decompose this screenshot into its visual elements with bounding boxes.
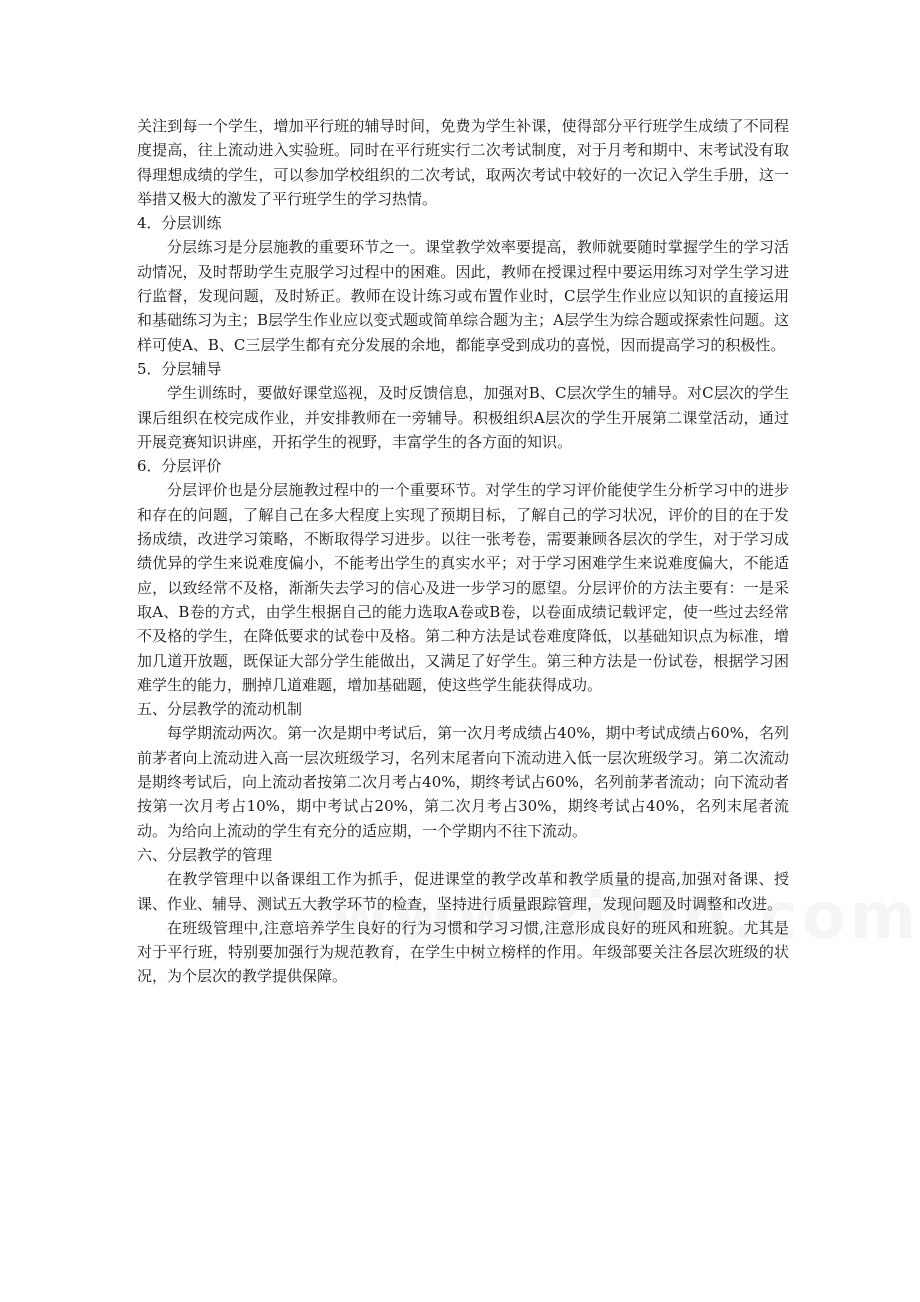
section-heading-layered-tutoring: 5．分层辅导 (137, 359, 222, 378)
paragraph-layered-training: 分层练习是分层施教的重要环节之一。课堂教学效率要提高，教师就要随时掌握学生的学习活动情况，及时帮助学生克服学习过程中的困难。因此，教师在授课过程中要运用练习对学生学习进行监督，发现问题，及时矫正。教师在设计练习或布置作业时，C层学生作业应以知识的直接运用和基础练习为主；B层学生作业应以变式题或简单综合题为主；A层学生为综合题或探索性问题。这样可使A、B、C三层学生都有充分发展的余地，都能享受到成功的喜悦，因而提高学习的积极性。 (137, 238, 789, 354)
section-heading-layered-evaluation: 6．分层评价 (137, 457, 222, 476)
paragraph-layered-evaluation: 分层评价也是分层施教过程中的一个重要环节。对学生的学习评价能使学生分析学习中的进步和存在的问题，了解自己在多大程度上实现了预期目标，了解自己的学习状况，评价的目的在于发扬成绩，改进学习策略，不断取得学习进步。以往一张考卷，需要兼顾各层次的学生，对于学习成绩优异的学生来说难度偏小，不能考出学生的真实水平；对于学习困难学生来说难度偏大，不能适应，以致经常不及格，渐渐失去学习的信心及进一步学习的愿望。分层评价的方法主要有：一是采取A、B卷的方式，由学生根据自己的能力选取A卷或B卷，以卷面成绩记载评定，使一些过去经常不及格的学生，在降低要求的试卷中及格。第二种方法是试卷难度降低，以基础知识点为标准，增加几道开放题，既保证大部分学生能做出，又满足了好学生。第三种方法是一份试卷，根据学习困难学生的能力，删掉几道难题，增加基础题，使这些学生能获得成功。 (137, 481, 789, 694)
section-heading-management: 六、分层教学的管理 (137, 845, 273, 864)
paragraph-flow-mechanism: 每学期流动两次。第一次是期中考试后，第一次月考成绩占40%，期中考试成绩占60%，名列前茅者向上流动进入高一层次班级学习，名列末尾者向下流动进入低一层次班级学习。第二次流动是期终考试后，向上流动者按第二次月考占40%，期终考试占60%，名列前茅者流动；向下流动者按第一次月考占10%，期中考试占20%，第二次月考占30%，期终考试占40%，名列末尾者流动。为给向上流动的学生有充分的适应期，一个学期内不往下流动。 (137, 724, 789, 840)
section-heading-flow-mechanism: 五、分层教学的流动机制 (137, 700, 303, 719)
paragraph-layered-tutoring: 学生训练时，要做好课堂巡视，及时反馈信息，加强对B、C层次学生的辅导。对C层次的学生课后组织在校完成作业，并安排教师在一旁辅导。积极组织A层次的学生开展第二课堂活动，通过开展竞赛知识讲座，开拓学生的视野，丰富学生的各方面的知识。 (137, 384, 789, 451)
paragraph-continuation: 关注到每一个学生，增加平行班的辅导时间，免费为学生补课，使得部分平行班学生成绩了不同程度提高，往上流动进入实验班。同时在平行班实行二次考试制度，对于月考和期中、末考试没有取得理想成绩的学生，可以参加学校组织的二次考试，取两次考试中较好的一次记入学生手册，这一举措又极大的激发了平行班学生的学习热情。 (137, 117, 789, 208)
paragraph-teaching-management: 在教学管理中以备课组工作为抓手，促进课堂的教学改革和教学质量的提高,加强对备课、授课、作业、辅导、测试五大教学环节的检查，坚持进行质量跟踪管理，发现问题及时调整和改进。 (137, 870, 789, 913)
paragraph-class-management: 在班级管理中,注意培养学生良好的行为习惯和学习习惯,注意形成良好的班风和班貌。尤其是对于平行班，特别要加强行为规范教育，在学生中树立榜样的作用。年级部要关注各层次班级的状况，为个层次的教学提供保障。 (137, 918, 789, 986)
section-heading-layered-training: 4．分层训练 (137, 214, 222, 233)
document-body (137, 114, 789, 989)
